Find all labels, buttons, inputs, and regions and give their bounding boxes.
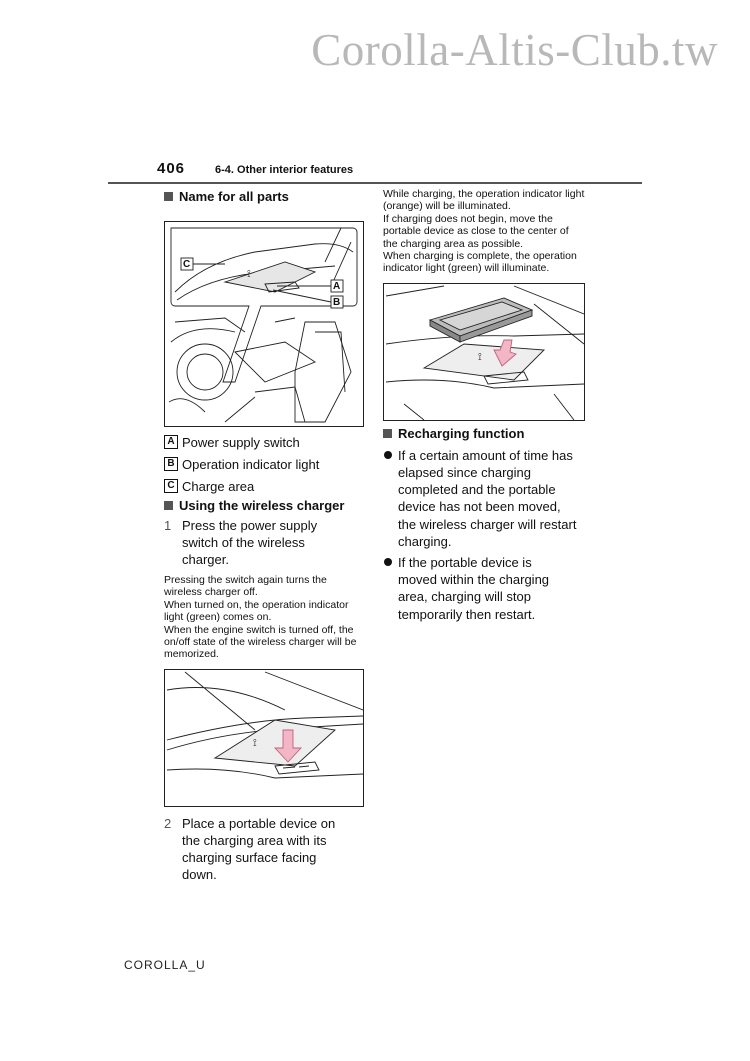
press-switch-figure xyxy=(164,669,364,807)
parts-list xyxy=(164,431,367,497)
charging-figure xyxy=(383,283,585,421)
recharging-function-heading: Recharging function xyxy=(383,425,586,443)
name-for-all-parts-heading: Name for all parts xyxy=(164,188,367,206)
part-label: Operation indicator light xyxy=(182,456,320,472)
step-1-note: Pressing the switch again turns the wireless charger off. When turned on, the operation indicator light (green) comes on. When the engine switch is turned off, the on/off state of the wireless charger will be memorized. xyxy=(164,574,357,661)
part-letter: B xyxy=(164,457,178,471)
header-rule xyxy=(108,182,642,184)
using-wireless-charger-heading: Using the wireless charger xyxy=(164,497,367,515)
square-bullet-icon xyxy=(164,192,173,201)
section-title: 6-4. Other interior features xyxy=(215,164,354,176)
recharging-bullets xyxy=(383,447,586,623)
part-row-a xyxy=(164,431,367,453)
charging-note: While charging, the operation indicator light (orange) will be illuminated. If charging does not begin, move the portable device as close to the center of the charging area as possible. When charging is complete, the operation indicator light (green) will illuminate. xyxy=(383,188,585,275)
step-1 xyxy=(164,517,367,568)
step-number: 2 xyxy=(164,815,172,831)
callout-label-c: C xyxy=(183,259,191,270)
callout-label-b: B xyxy=(333,297,341,308)
part-letter: A xyxy=(164,435,178,449)
step-2 xyxy=(164,815,367,883)
parts-figure xyxy=(164,221,364,427)
step-text: Place a portable device on the charging area with its charging surface facing down. xyxy=(182,815,336,882)
callout-label-a: A xyxy=(333,281,341,292)
bullet-dot-icon xyxy=(384,451,392,459)
bullet-text: If a certain amount of time has elapsed since charging completed and the portable device has not been moved, the wireless charger will restart charging. xyxy=(398,447,577,549)
footer-model-code: COROLLA_U xyxy=(124,958,206,972)
svg-text:⟟: ⟟ xyxy=(478,351,482,363)
step-text: Press the power supply switch of the wireless charger. xyxy=(182,518,318,567)
step-number: 1 xyxy=(164,518,172,533)
left-column xyxy=(164,188,367,883)
bullet-item xyxy=(383,447,586,550)
bullet-text: If the portable device is moved within the charging area, charging will stop temporarily then restart. xyxy=(398,555,550,622)
bullet-dot-icon xyxy=(384,558,392,566)
part-row-c xyxy=(164,475,367,497)
part-label: Power supply switch xyxy=(182,434,300,450)
part-row-b xyxy=(164,453,367,475)
svg-text:⟟: ⟟ xyxy=(247,269,251,280)
square-bullet-icon xyxy=(164,501,173,510)
watermark: Corolla-Altis-Club.tw xyxy=(311,25,718,75)
part-label: Charge area xyxy=(182,478,255,494)
part-letter: C xyxy=(164,479,178,493)
square-bullet-icon xyxy=(383,429,392,438)
page-number: 406 xyxy=(157,160,186,177)
svg-text:⟟: ⟟ xyxy=(253,737,257,749)
right-column xyxy=(383,188,586,627)
bullet-item xyxy=(383,554,586,623)
